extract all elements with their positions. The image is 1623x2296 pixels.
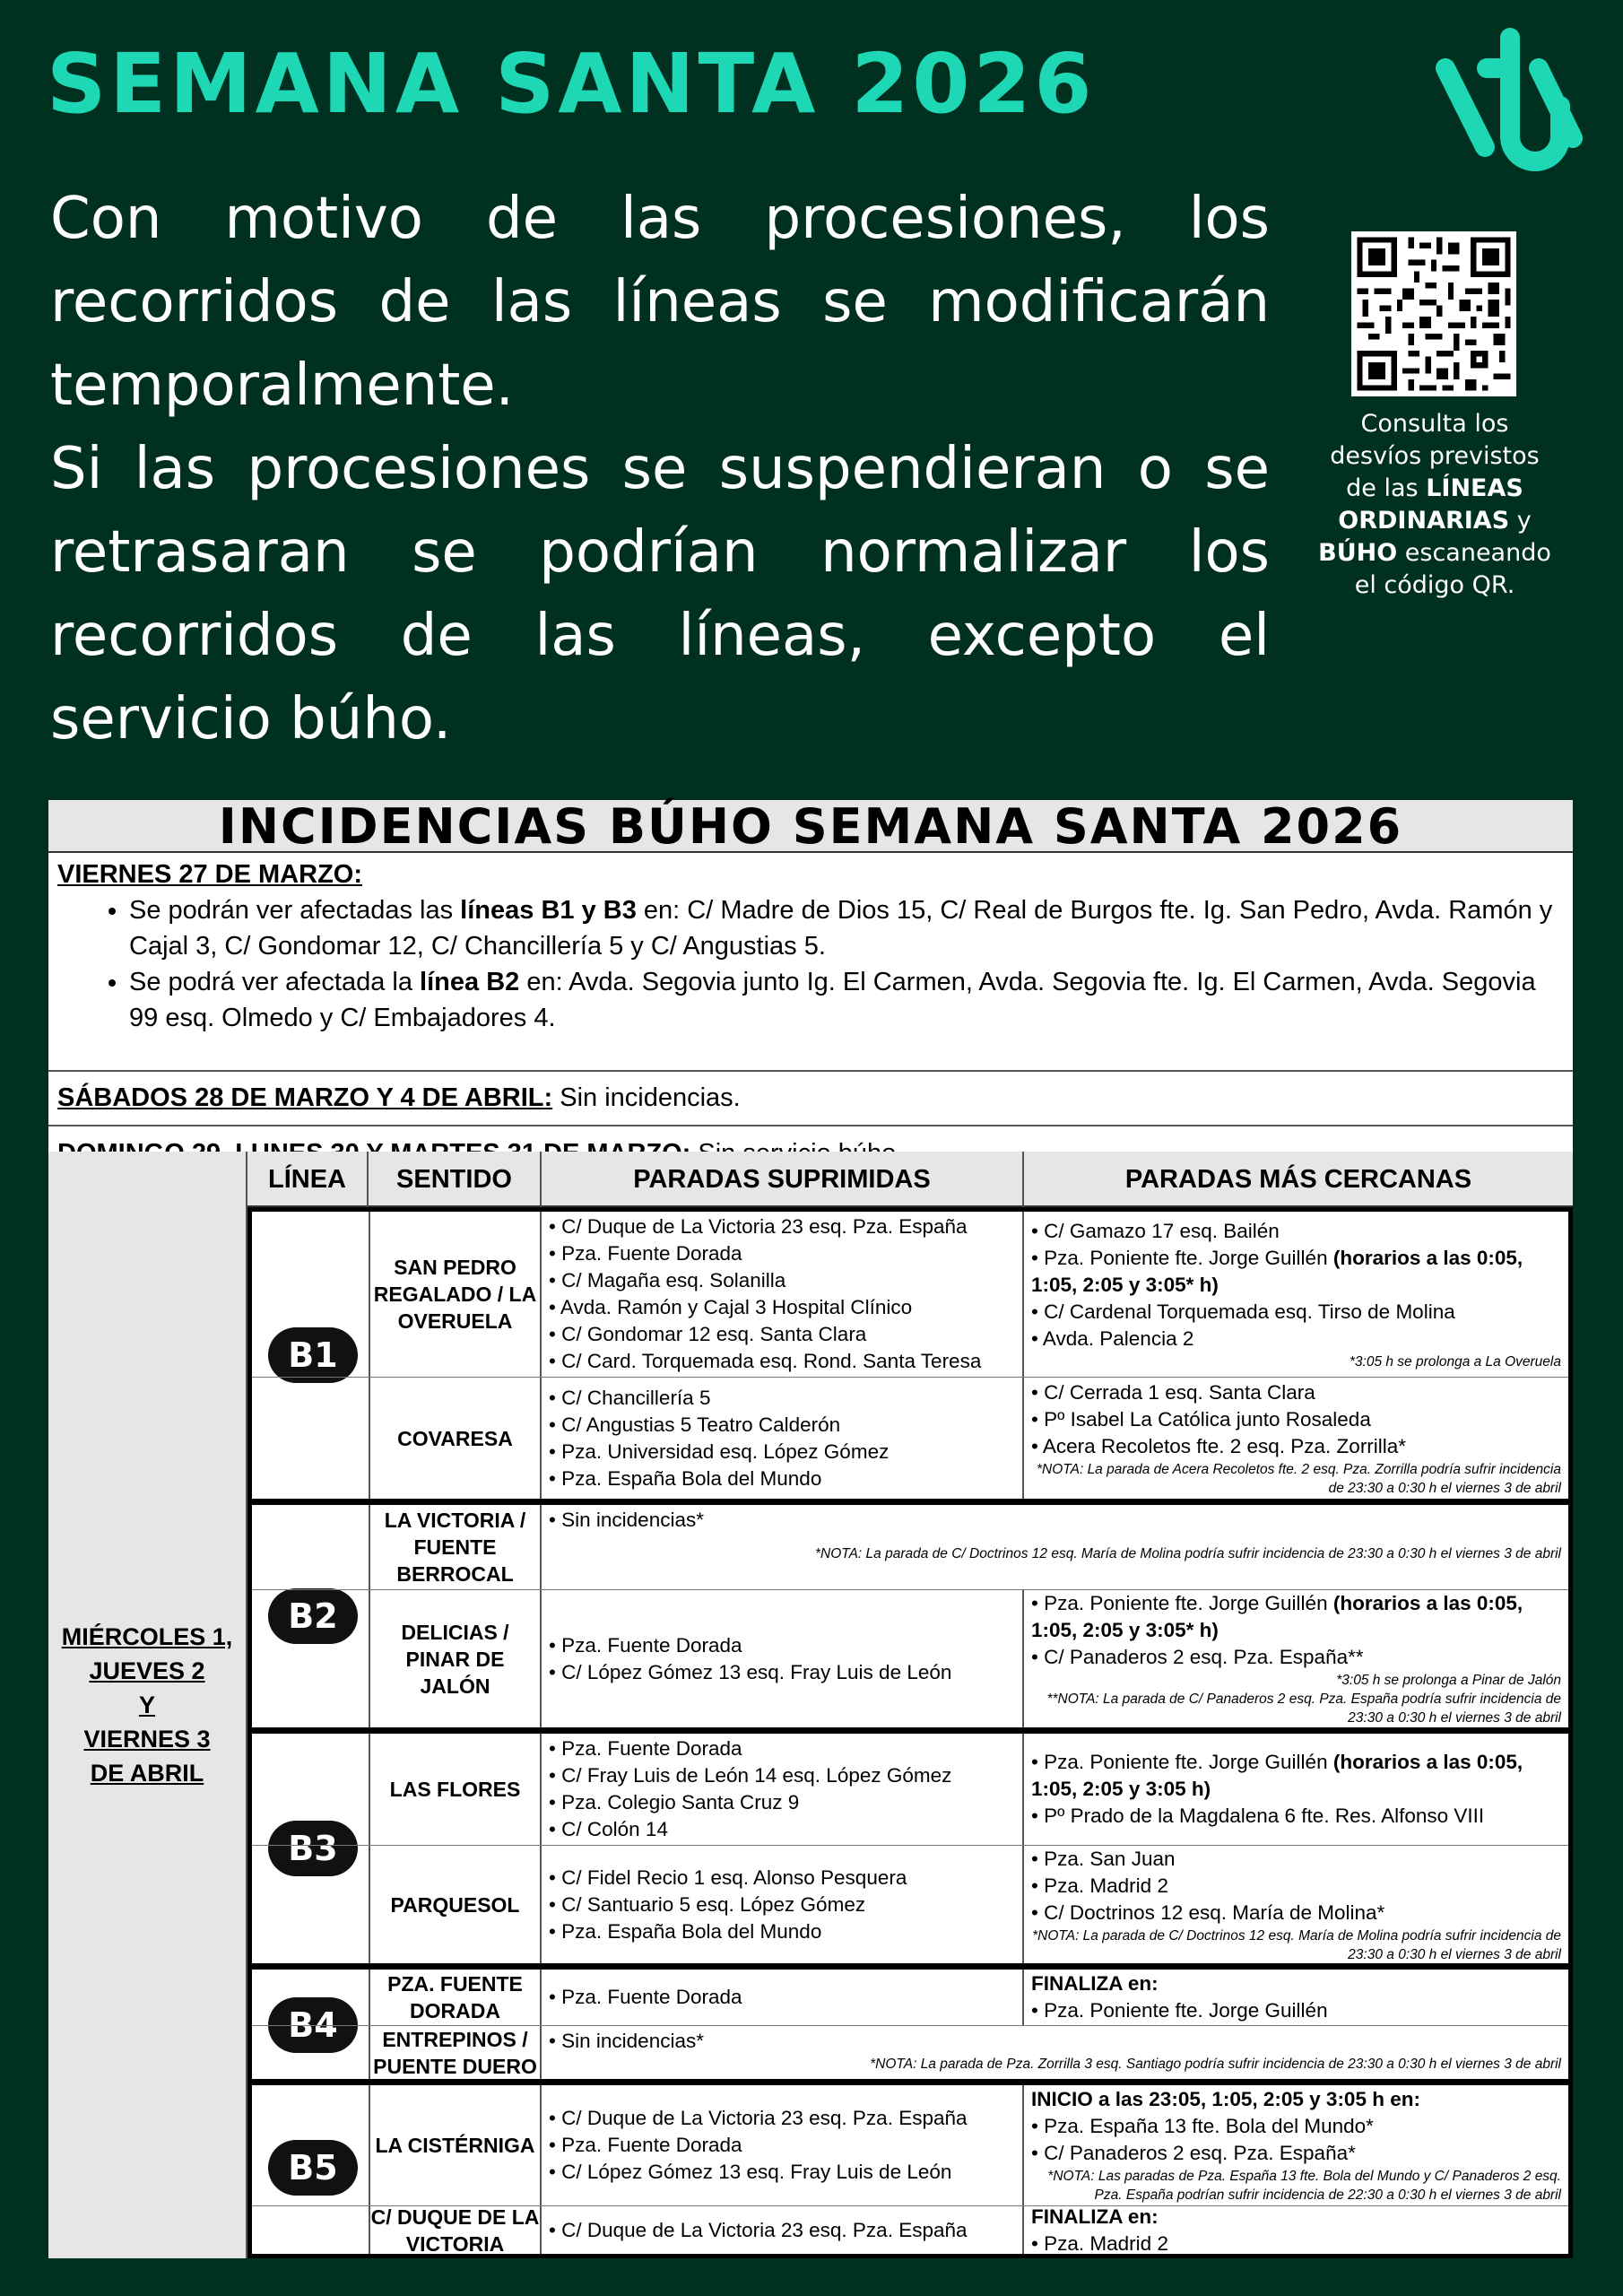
cercanas-cell: INICIO a las 23:05, 1:05, 2:05 y 3:05 h en: • Pza. España 13 fte. Bola del Mundo* • C/ Panaderos 2 esq. Pza. España* *NOTA: Las paradas de Pza. España 13 fte. Bola del Mundo y C/ Panaderos 2 esq. Pza. España podrían sufrir incidencia de 22:30 a 0:30 h el viernes 3 de abril <box>1024 2085 1568 2205</box>
line-b1-block <box>247 1207 1573 1503</box>
friday-heading: VIERNES 27 DE MARZO: <box>57 860 362 889</box>
table-row <box>252 1212 1568 1377</box>
saturdays-text: Sin incidencias. <box>552 1083 741 1112</box>
line-badge-b1: B1 <box>268 1327 358 1383</box>
line-badge-b4: B4 <box>268 1997 358 2053</box>
suprimidas-cell: • Pza. Fuente Dorada • C/ Fray Luis de León 14 esq. López Gómez • Pza. Colegio Santa Cruz 9 • C/ Colón 14 <box>542 1734 1024 1845</box>
line-badge-b3: B3 <box>268 1821 358 1876</box>
cercanas-cell: • C/ Cerrada 1 esq. Santa Clara • Pº Isabel La Católica junto Rosaleda • Acera Recoletos fte. 2 esq. Pza. Zorrilla* *NOTA: La parada de Acera Recoletos fte. 2 esq. Pza. Zorrilla podría sufrir incidencia de 23:30 a 0:30 h el viernes 3 de abril <box>1024 1378 1568 1499</box>
suprimidas-cell: • C/ Chancillería 5 • C/ Angustias 5 Teatro Calderón • Pza. Universidad esq. López Gómez • Pza. España Bola del Mundo <box>542 1378 1024 1499</box>
note-text: **NOTA: La parada de C/ Panaderos 2 esq. Pza. España podría sufrir incidencia de 23:30 a 0:30 h el viernes 3 de abril <box>1046 1692 1561 1726</box>
line-badge-b5: B5 <box>268 2140 358 2196</box>
cercanas-cell: • Pza. Poniente fte. Jorge Guillén (horarios a las 0:05, 1:05, 2:05 y 3:05* h) • C/ Panaderos 2 esq. Pza. España** *3:05 h se prolonga a Pinar de Jalón **NOTA: La parada de C/ Panaderos 2 esq. Pza. España podría sufrir incidencia de 23:30 a 0:30 h el viernes 3 de abril <box>1024 1590 1568 1727</box>
suprimidas-cell: • Pza. Fuente Dorada <box>542 1970 1024 2025</box>
col-header-cercanas: PARADAS MÁS CERCANAS <box>1024 1152 1573 1207</box>
cercanas-cell: FINALIZA en: • Pza. Poniente fte. Jorge Guillén <box>1024 1970 1568 2025</box>
friday-section <box>48 853 1573 1072</box>
friday-bullet-1: • Se podrán ver afectadas las líneas B1 y B3 en: C/ Madre de Dios 15, C/ Real de Burgos fte. Ig. San Pedro, Avda. Ramón y Cajal 3, C/ Gondomar 12, C/ Chancillería 5 y C/ Angustias 5. <box>129 892 1564 964</box>
suprimidas-cell: • C/ Duque de La Victoria 23 esq. Pza. España • Pza. Fuente Dorada • C/ López Gómez 13 esq. Fray Luis de León <box>542 2085 1024 2205</box>
cercanas-cell: • C/ Gamazo 17 esq. Bailén • Pza. Poniente fte. Jorge Guillén (horarios a las 0:05, 1:05, 2:05 y 3:05* h) • C/ Cardenal Torquemada esq. Tirso de Molina • Avda. Palencia 2 *3:05 h se prolonga a La Overuela <box>1024 1212 1568 1377</box>
note-text: *NOTA: La parada de C/ Doctrinos 12 esq. María de Molina podría sufrir incidencia de 23:30 a 0:30 h el viernes 3 de abril <box>814 1546 1561 1561</box>
auvasa-logo-icon <box>1433 20 1585 181</box>
table-row <box>252 2205 1568 2254</box>
friday-bullet-2: • Se podrá ver afectada la línea B2 en: Avda. Segovia junto Ig. El Carmen, Avda. Segovia fte. Ig. El Carmen, Avda. Segovia 99 esq. Olmedo y C/ Embajadores 4. <box>129 964 1564 1036</box>
qr-caption-text-3: escaneando el código QR. <box>1354 539 1551 599</box>
line-badge-b2: B2 <box>268 1588 358 1644</box>
suprimidas-cell: • Pza. Fuente Dorada • C/ López Gómez 13 esq. Fray Luis de León <box>542 1590 1024 1727</box>
table-row <box>252 1589 1568 1727</box>
line-b3-block <box>247 1729 1573 1968</box>
table-row <box>252 1505 1568 1589</box>
qr-caption <box>1318 408 1551 602</box>
suprimidas-cell: • Sin incidencias* *NOTA: La parada de Pza. Zorrilla 3 esq. Santiago podría sufrir incidencia de 23:30 a 0:30 h el viernes 3 de abril <box>542 2026 1568 2079</box>
col-header-sentido: SENTIDO <box>369 1152 542 1207</box>
line-b5-block <box>247 2081 1573 2258</box>
sentido-cell: C/ DUQUE DE LA VICTORIA <box>369 2206 542 2254</box>
sentido-cell: PARQUESOL <box>369 1846 542 1963</box>
saturdays-section <box>48 1072 1573 1126</box>
page-title: SEMANA SANTA 2026 <box>47 36 1096 132</box>
suprimidas-cell: • Sin incidencias* *NOTA: La parada de C/ Doctrinos 12 esq. María de Molina podría sufrir incidencia de 23:30 a 0:30 h el viernes 3 de abril <box>542 1505 1568 1589</box>
routes-table <box>48 1152 1573 2258</box>
qr-code-icon[interactable] <box>1351 231 1516 396</box>
incidents-panel <box>48 800 1573 2258</box>
sentido-cell: LAS FLORES <box>369 1734 542 1845</box>
saturdays-heading: SÁBADOS 28 DE MARZO Y 4 DE ABRIL: <box>57 1083 553 1112</box>
note-text: *NOTA: La parada de Pza. Zorrilla 3 esq. Santiago podría sufrir incidencia de 23:30 a 0:30 h el viernes 3 de abril <box>870 2057 1561 2072</box>
table-row <box>252 1734 1568 1845</box>
sentido-cell: ENTREPINOS / PUENTE DUERO <box>369 2026 542 2079</box>
intro-paragraph-2: Si las procesiones se suspendieran o se retrasaran se podrían normalizar los recorridos de las líneas, excepto el servicio búho. <box>50 436 1270 752</box>
sentido-cell: DELICIAS / PINAR DE JALÓN <box>369 1590 542 1727</box>
sentido-cell: LA VICTORIA / FUENTE BERROCAL <box>369 1505 542 1589</box>
panel-title: INCIDENCIAS BÚHO SEMANA SANTA 2026 <box>48 800 1573 853</box>
col-header-suprimidas: PARADAS SUPRIMIDAS <box>542 1152 1024 1207</box>
sentido-cell: SAN PEDRO REGALADO / LA OVERUELA <box>369 1212 542 1377</box>
suprimidas-cell: • C/ Duque de La Victoria 23 esq. Pza. España • Pza. Fuente Dorada • C/ Magaña esq. Solanilla • Avda. Ramón y Cajal 3 Hospital Clínico • C/ Gondomar 12 esq. Santa Clara • C/ Card. Torquemada esq. Rond. Santa Teresa <box>542 1212 1024 1377</box>
note-text: *NOTA: La parada de Acera Recoletos fte. 2 esq. Pza. Zorrilla podría sufrir incidencia de 23:30 a 0:30 h el viernes 3 de abril <box>1037 1461 1561 1496</box>
col-header-linea: LÍNEA <box>247 1152 369 1207</box>
note-text: *NOTA: Las paradas de Pza. España 13 fte. Bola del Mundo y C/ Panaderos 2 esq. Pza. España podrían sufrir incidencia de 22:30 a 0:30 h el viernes 3 de abril <box>1047 2169 1561 2203</box>
cercanas-cell: • Pza. San Juan • Pza. Madrid 2 • C/ Doctrinos 12 esq. María de Molina* *NOTA: La parada de C/ Doctrinos 12 esq. María de Molina podría sufrir incidencia de 23:30 a 0:30 h el viernes 3 de abril <box>1024 1846 1568 1963</box>
sentido-cell: PZA. FUENTE DORADA <box>369 1970 542 2025</box>
line-b4-block <box>247 1965 1573 2083</box>
sentido-cell: LA CISTÉRNIGA <box>369 2085 542 2205</box>
note-text: *3:05 h se prolonga a La Overuela <box>1349 1353 1561 1370</box>
qr-caption-text-2: y <box>1516 507 1532 535</box>
qr-caption-bold-1: LÍNEAS ORDINARIAS <box>1338 474 1523 535</box>
note-text: *3:05 h se prolonga a Pinar de Jalón <box>1336 1673 1561 1688</box>
cercanas-cell: • Pza. Poniente fte. Jorge Guillén (horarios a las 0:05, 1:05, 2:05 y 3:05 h) • Pº Prado de la Magdalena 6 fte. Res. Alfonso VIII <box>1024 1734 1568 1845</box>
table-row <box>252 1377 1568 1499</box>
table-row <box>252 2085 1568 2205</box>
table-row <box>252 1970 1568 2025</box>
intro-paragraph-1: Con motivo de las procesiones, los recorridos de las líneas se modificarán temporalmente. <box>50 186 1270 419</box>
qr-caption-bold-2: BÚHO <box>1318 539 1398 567</box>
days-label: MIÉRCOLES 1, JUEVES 2 Y VIERNES 3 DE ABRIL <box>48 1152 247 2258</box>
sentido-cell: COVARESA <box>369 1378 542 1499</box>
qr-caption-text-1: Consulta los desvíos previstos de las <box>1330 410 1540 502</box>
cercanas-cell: FINALIZA en: • Pza. Madrid 2 <box>1024 2206 1568 2254</box>
suprimidas-cell: • C/ Fidel Recio 1 esq. Alonso Pesquera • C/ Santuario 5 esq. López Gómez • Pza. España Bola del Mundo <box>542 1846 1024 1963</box>
table-row <box>252 1845 1568 1963</box>
suprimidas-cell: • C/ Duque de La Victoria 23 esq. Pza. España <box>542 2206 1024 2254</box>
line-b2-block <box>247 1500 1573 1732</box>
table-row <box>252 2025 1568 2079</box>
intro-text <box>50 178 1270 761</box>
note-text: *NOTA: La parada de C/ Doctrinos 12 esq. María de Molina podría sufrir incidencia de 23:30 a 0:30 h el viernes 3 de abril <box>1032 1927 1561 1962</box>
